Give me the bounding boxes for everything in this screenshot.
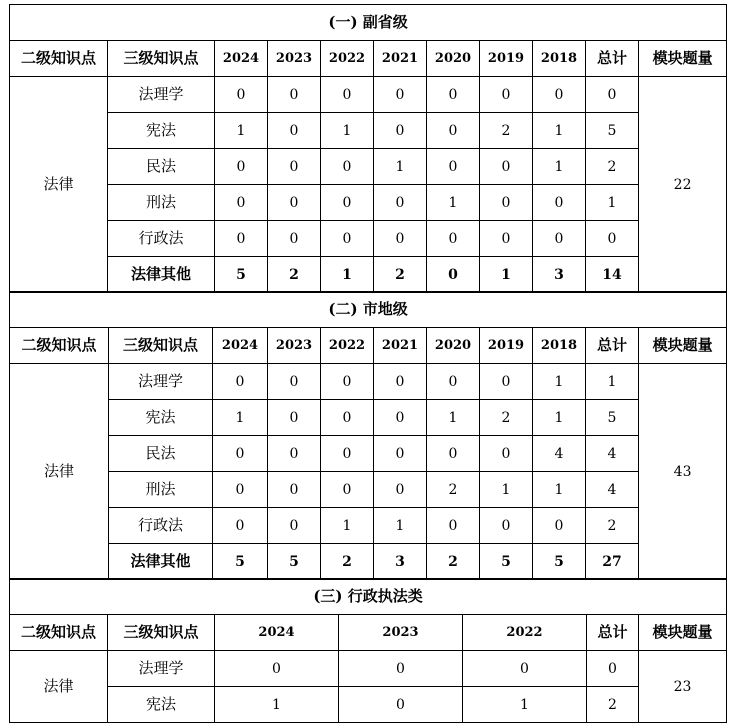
total-cell: 2 [586, 149, 639, 185]
value-cell: 0 [480, 149, 533, 185]
value-cell: 2 [268, 257, 321, 293]
value-cell: 0 [321, 400, 374, 436]
value-cell: 0 [268, 77, 321, 113]
value-cell: 0 [374, 400, 427, 436]
total-cell: 4 [586, 472, 639, 508]
table-row [10, 77, 727, 113]
value-cell: 1 [533, 364, 586, 400]
header-cell: 2024 [213, 328, 268, 364]
table-row [10, 436, 727, 472]
header-cell: 2022 [463, 615, 587, 651]
row-label: 刑法 [108, 185, 215, 221]
header-cell: 二级知识点 [10, 41, 108, 77]
value-cell: 1 [533, 472, 586, 508]
header-cell: 2023 [339, 615, 463, 651]
value-cell: 0 [213, 436, 268, 472]
value-cell: 0 [268, 185, 321, 221]
value-cell: 0 [268, 508, 321, 544]
header-cell: 三级知识点 [108, 41, 215, 77]
category-cell: 法律 [10, 364, 109, 580]
value-cell: 5 [533, 544, 586, 580]
value-cell: 0 [321, 149, 374, 185]
module-total-cell: 22 [639, 77, 727, 293]
value-cell: 2 [321, 544, 374, 580]
value-cell: 2 [480, 113, 533, 149]
module-total-cell: 23 [639, 651, 727, 723]
table-row [10, 687, 727, 723]
value-cell: 0 [268, 364, 321, 400]
header-cell: 2018 [533, 328, 586, 364]
value-cell: 0 [533, 221, 586, 257]
value-cell: 0 [480, 77, 533, 113]
value-cell: 1 [533, 113, 586, 149]
value-cell: 0 [215, 149, 268, 185]
value-cell: 0 [213, 364, 268, 400]
module-total-cell: 43 [639, 364, 727, 580]
row-label: 宪法 [108, 687, 215, 723]
value-cell: 0 [213, 472, 268, 508]
value-cell: 0 [480, 436, 533, 472]
value-cell: 0 [268, 113, 321, 149]
header-cell: 2023 [268, 328, 321, 364]
value-cell: 0 [215, 185, 268, 221]
row-label: 行政法 [109, 508, 213, 544]
value-cell: 0 [321, 221, 374, 257]
value-cell: 0 [427, 149, 480, 185]
table-section-1 [9, 4, 727, 293]
value-cell: 1 [321, 113, 374, 149]
header-cell: 二级知识点 [10, 328, 109, 364]
header-cell: 模块题量 [639, 41, 727, 77]
value-cell: 5 [215, 257, 268, 293]
header-cell: 总计 [587, 615, 639, 651]
row-label: 法理学 [108, 77, 215, 113]
value-cell: 1 [533, 400, 586, 436]
value-cell: 1 [533, 149, 586, 185]
row-label: 宪法 [109, 400, 213, 436]
value-cell: 2 [480, 400, 533, 436]
value-cell: 0 [374, 364, 427, 400]
value-cell: 1 [213, 400, 268, 436]
total-cell: 27 [586, 544, 639, 580]
value-cell: 5 [268, 544, 321, 580]
row-label: 行政法 [108, 221, 215, 257]
header-cell: 二级知识点 [10, 615, 108, 651]
header-cell: 2020 [427, 328, 480, 364]
table-row [10, 113, 727, 149]
value-cell: 0 [480, 508, 533, 544]
value-cell: 2 [374, 257, 427, 293]
value-cell: 0 [321, 77, 374, 113]
total-cell: 2 [586, 508, 639, 544]
value-cell: 5 [213, 544, 268, 580]
section-title: (二) 市地级 [10, 292, 727, 328]
table-section-3 [9, 578, 727, 723]
value-cell: 0 [268, 472, 321, 508]
value-cell: 1 [215, 113, 268, 149]
value-cell: 0 [533, 185, 586, 221]
header-cell: 2022 [321, 328, 374, 364]
value-cell: 0 [463, 651, 587, 687]
value-cell: 2 [427, 544, 480, 580]
value-cell: 0 [427, 257, 480, 293]
total-cell: 2 [587, 687, 639, 723]
value-cell: 0 [213, 508, 268, 544]
row-label: 民法 [108, 149, 215, 185]
value-cell: 0 [321, 364, 374, 400]
value-cell: 1 [427, 185, 480, 221]
value-cell: 1 [321, 257, 374, 293]
total-cell: 5 [586, 113, 639, 149]
value-cell: 0 [374, 113, 427, 149]
value-cell: 1 [480, 257, 533, 293]
category-cell: 法律 [10, 651, 108, 723]
total-cell: 0 [586, 77, 639, 113]
row-label: 刑法 [109, 472, 213, 508]
value-cell: 3 [374, 544, 427, 580]
table-section-2 [9, 291, 727, 580]
value-cell: 0 [427, 221, 480, 257]
value-cell: 5 [480, 544, 533, 580]
value-cell: 0 [480, 364, 533, 400]
row-label: 宪法 [108, 113, 215, 149]
value-cell: 0 [427, 77, 480, 113]
header-cell: 模块题量 [639, 328, 727, 364]
row-label: 法理学 [108, 651, 215, 687]
value-cell: 1 [374, 508, 427, 544]
value-cell: 0 [268, 436, 321, 472]
header-cell: 2019 [480, 328, 533, 364]
value-cell: 0 [268, 400, 321, 436]
header-cell: 2021 [374, 328, 427, 364]
table-row [10, 149, 727, 185]
header-cell: 总计 [586, 328, 639, 364]
table-row [10, 257, 727, 293]
value-cell: 1 [427, 400, 480, 436]
row-label: 法律其他 [109, 544, 213, 580]
value-cell: 0 [480, 185, 533, 221]
row-label: 民法 [109, 436, 213, 472]
total-cell: 1 [586, 185, 639, 221]
header-cell: 2022 [321, 41, 374, 77]
section-title: (一) 副省级 [10, 5, 727, 41]
table-row [10, 544, 727, 580]
value-cell: 0 [215, 651, 339, 687]
value-cell: 1 [215, 687, 339, 723]
header-cell: 2019 [480, 41, 533, 77]
value-cell: 2 [427, 472, 480, 508]
value-cell: 0 [268, 149, 321, 185]
header-cell: 2018 [533, 41, 586, 77]
value-cell: 0 [321, 472, 374, 508]
value-cell: 0 [374, 472, 427, 508]
table-row [10, 221, 727, 257]
value-cell: 1 [463, 687, 587, 723]
row-label: 法律其他 [108, 257, 215, 293]
total-cell: 0 [587, 651, 639, 687]
value-cell: 0 [427, 508, 480, 544]
table-row [10, 185, 727, 221]
total-cell: 5 [586, 400, 639, 436]
value-cell: 0 [480, 221, 533, 257]
total-cell: 14 [586, 257, 639, 293]
header-cell: 2021 [374, 41, 427, 77]
value-cell: 0 [339, 651, 463, 687]
value-cell: 0 [321, 436, 374, 472]
value-cell: 0 [533, 508, 586, 544]
table-row [10, 400, 727, 436]
header-cell: 三级知识点 [108, 615, 215, 651]
value-cell: 1 [321, 508, 374, 544]
value-cell: 0 [427, 113, 480, 149]
value-cell: 0 [427, 436, 480, 472]
value-cell: 4 [533, 436, 586, 472]
value-cell: 0 [533, 77, 586, 113]
header-cell: 2020 [427, 41, 480, 77]
row-label: 法理学 [109, 364, 213, 400]
value-cell: 0 [321, 185, 374, 221]
value-cell: 0 [374, 77, 427, 113]
total-cell: 4 [586, 436, 639, 472]
value-cell: 0 [427, 364, 480, 400]
value-cell: 3 [533, 257, 586, 293]
category-cell: 法律 [10, 77, 108, 293]
header-cell: 2024 [215, 615, 339, 651]
value-cell: 0 [374, 185, 427, 221]
value-cell: 1 [480, 472, 533, 508]
value-cell: 0 [339, 687, 463, 723]
value-cell: 0 [374, 221, 427, 257]
value-cell: 0 [215, 77, 268, 113]
table-row [10, 508, 727, 544]
value-cell: 0 [374, 436, 427, 472]
header-cell: 模块题量 [639, 615, 727, 651]
header-cell: 2023 [268, 41, 321, 77]
total-cell: 0 [586, 221, 639, 257]
section-title: (三) 行政执法类 [10, 579, 727, 615]
header-cell: 三级知识点 [109, 328, 213, 364]
table-row [10, 651, 727, 687]
value-cell: 0 [215, 221, 268, 257]
value-cell: 1 [374, 149, 427, 185]
header-cell: 总计 [586, 41, 639, 77]
total-cell: 1 [586, 364, 639, 400]
header-cell: 2024 [215, 41, 268, 77]
table-row [10, 364, 727, 400]
table-row [10, 472, 727, 508]
value-cell: 0 [268, 221, 321, 257]
